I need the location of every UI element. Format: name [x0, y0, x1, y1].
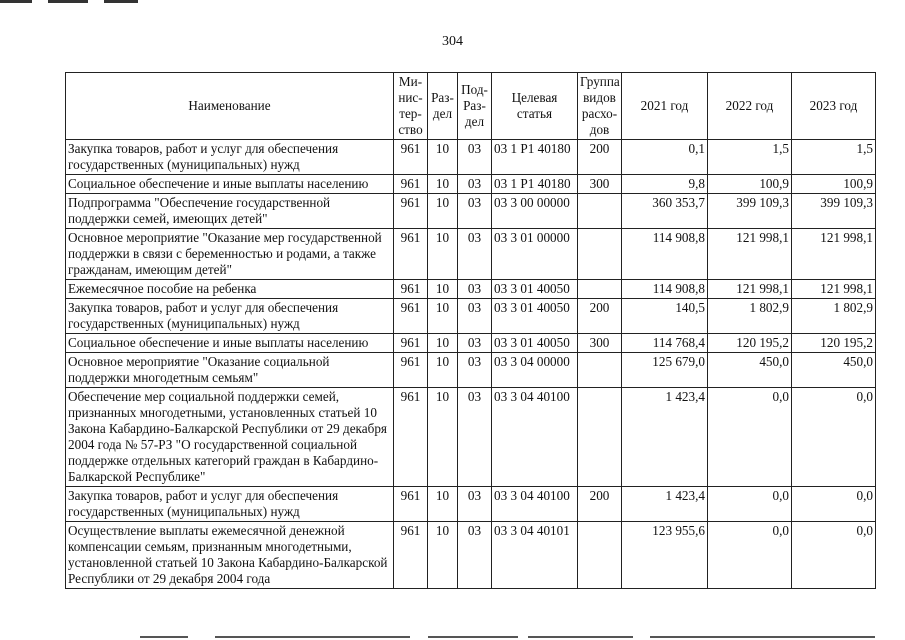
header-name: Наименование [66, 73, 394, 140]
cell-section: 10 [428, 280, 458, 299]
cell-2021: 9,8 [622, 175, 708, 194]
header-subsection: Под-Раз-дел [458, 73, 492, 140]
cell-subsection: 03 [458, 229, 492, 280]
cell-target-article: 03 3 01 40050 [492, 334, 578, 353]
header-section: Раз-дел [428, 73, 458, 140]
cell-subsection: 03 [458, 334, 492, 353]
cell-2023: 399 109,3 [792, 194, 876, 229]
table-row [66, 299, 876, 334]
cell-expense-group: 300 [578, 175, 622, 194]
scan-artifact-line [104, 0, 138, 3]
cell-name: Подпрограмма "Обеспечение государственной поддержки семей, имеющих детей" [66, 194, 394, 229]
cell-expense-group [578, 229, 622, 280]
cell-subsection: 03 [458, 299, 492, 334]
cell-2023: 1 802,9 [792, 299, 876, 334]
cell-section: 10 [428, 388, 458, 487]
cell-subsection: 03 [458, 353, 492, 388]
cell-2023: 121 998,1 [792, 280, 876, 299]
cell-2023: 121 998,1 [792, 229, 876, 280]
cell-expense-group: 300 [578, 334, 622, 353]
cell-name: Основное мероприятие "Оказание социальной поддержки многодетным семьям" [66, 353, 394, 388]
cell-subsection: 03 [458, 175, 492, 194]
cell-name: Основное мероприятие "Оказание мер государственной поддержки в связи с беременностью и родами, а также гражданам, имеющим детей" [66, 229, 394, 280]
cell-2022: 399 109,3 [708, 194, 792, 229]
header-expense-group: Группа видов расхо-дов [578, 73, 622, 140]
cell-2021: 1 423,4 [622, 388, 708, 487]
scan-artifact-line [140, 636, 188, 638]
cell-target-article: 03 3 00 00000 [492, 194, 578, 229]
cell-target-article: 03 3 01 40050 [492, 280, 578, 299]
cell-section: 10 [428, 487, 458, 522]
cell-2022: 450,0 [708, 353, 792, 388]
cell-subsection: 03 [458, 522, 492, 589]
cell-subsection: 03 [458, 388, 492, 487]
cell-expense-group: 200 [578, 140, 622, 175]
cell-2021: 0,1 [622, 140, 708, 175]
cell-ministry: 961 [394, 299, 428, 334]
cell-expense-group [578, 194, 622, 229]
cell-2022: 120 195,2 [708, 334, 792, 353]
cell-target-article: 03 3 04 40100 [492, 388, 578, 487]
cell-expense-group [578, 280, 622, 299]
cell-subsection: 03 [458, 280, 492, 299]
cell-2023: 0,0 [792, 487, 876, 522]
scan-artifact-line [428, 636, 518, 638]
cell-2023: 0,0 [792, 388, 876, 487]
table-row [66, 388, 876, 487]
cell-expense-group: 200 [578, 299, 622, 334]
cell-2021: 123 955,6 [622, 522, 708, 589]
table-row [66, 353, 876, 388]
header-2022: 2022 год [708, 73, 792, 140]
cell-2023: 1,5 [792, 140, 876, 175]
table-row [66, 280, 876, 299]
cell-ministry: 961 [394, 175, 428, 194]
cell-2021: 114 908,8 [622, 229, 708, 280]
cell-expense-group: 200 [578, 487, 622, 522]
scan-artifact-line [0, 0, 32, 3]
cell-ministry: 961 [394, 353, 428, 388]
cell-section: 10 [428, 140, 458, 175]
cell-target-article: 03 3 04 40100 [492, 487, 578, 522]
table-row [66, 229, 876, 280]
cell-ministry: 961 [394, 280, 428, 299]
cell-name: Закупка товаров, работ и услуг для обеспечения государственных (муниципальных) нужд [66, 299, 394, 334]
cell-2023: 0,0 [792, 522, 876, 589]
cell-2021: 114 908,8 [622, 280, 708, 299]
page-number: 304 [442, 34, 463, 49]
cell-subsection: 03 [458, 140, 492, 175]
cell-target-article: 03 1 P1 40180 [492, 140, 578, 175]
header-ministry: Ми-нис-тер-ство [394, 73, 428, 140]
header-target-article: Целевая статья [492, 73, 578, 140]
cell-section: 10 [428, 299, 458, 334]
scan-artifact-line [215, 636, 410, 638]
cell-target-article: 03 3 01 00000 [492, 229, 578, 280]
cell-section: 10 [428, 334, 458, 353]
cell-name: Ежемесячное пособие на ребенка [66, 280, 394, 299]
cell-ministry: 961 [394, 522, 428, 589]
table-row [66, 140, 876, 175]
cell-ministry: 961 [394, 140, 428, 175]
cell-target-article: 03 3 04 00000 [492, 353, 578, 388]
cell-section: 10 [428, 522, 458, 589]
header-2021: 2021 год [622, 73, 708, 140]
table-header-row [66, 73, 876, 140]
scan-artifact-line [528, 636, 633, 638]
cell-name: Закупка товаров, работ и услуг для обеспечения государственных (муниципальных) нужд [66, 487, 394, 522]
cell-name: Осуществление выплаты ежемесячной денежной компенсации семьям, признанным многодетными, установленной статьей 10 Закона Кабардино-Балкарской Республики от 29 декабря 2004 года [66, 522, 394, 589]
cell-2021: 360 353,7 [622, 194, 708, 229]
budget-table [65, 72, 876, 589]
cell-2022: 0,0 [708, 487, 792, 522]
table-row [66, 175, 876, 194]
cell-name: Обеспечение мер социальной поддержки семей, признанных многодетными, установленных статьей 10 Закона Кабардино-Балкарской Республики от 29 декабря 2004 года № 57-РЗ "О государственной социальной поддержке отдельных категорий граждан в Кабардино-Балкарской Республике" [66, 388, 394, 487]
cell-2022: 100,9 [708, 175, 792, 194]
table-row [66, 334, 876, 353]
scan-artifact-line [650, 636, 875, 638]
cell-2021: 1 423,4 [622, 487, 708, 522]
cell-section: 10 [428, 175, 458, 194]
cell-expense-group [578, 522, 622, 589]
cell-expense-group [578, 353, 622, 388]
table-row [66, 487, 876, 522]
cell-target-article: 03 3 01 40050 [492, 299, 578, 334]
cell-section: 10 [428, 229, 458, 280]
cell-subsection: 03 [458, 194, 492, 229]
cell-2023: 120 195,2 [792, 334, 876, 353]
cell-ministry: 961 [394, 334, 428, 353]
cell-2023: 450,0 [792, 353, 876, 388]
cell-ministry: 961 [394, 487, 428, 522]
cell-2021: 114 768,4 [622, 334, 708, 353]
cell-2022: 121 998,1 [708, 229, 792, 280]
cell-2022: 1,5 [708, 140, 792, 175]
cell-name: Социальное обеспечение и иные выплаты населению [66, 175, 394, 194]
cell-expense-group [578, 388, 622, 487]
cell-2021: 140,5 [622, 299, 708, 334]
cell-2022: 0,0 [708, 388, 792, 487]
table-row [66, 522, 876, 589]
cell-ministry: 961 [394, 229, 428, 280]
cell-name: Закупка товаров, работ и услуг для обеспечения государственных (муниципальных) нужд [66, 140, 394, 175]
cell-2021: 125 679,0 [622, 353, 708, 388]
cell-ministry: 961 [394, 194, 428, 229]
cell-target-article: 03 1 P1 40180 [492, 175, 578, 194]
cell-section: 10 [428, 353, 458, 388]
scan-artifact-line [48, 0, 88, 3]
cell-2022: 121 998,1 [708, 280, 792, 299]
cell-section: 10 [428, 194, 458, 229]
cell-target-article: 03 3 04 40101 [492, 522, 578, 589]
cell-2023: 100,9 [792, 175, 876, 194]
cell-name: Социальное обеспечение и иные выплаты населению [66, 334, 394, 353]
cell-2022: 1 802,9 [708, 299, 792, 334]
cell-subsection: 03 [458, 487, 492, 522]
header-2023: 2023 год [792, 73, 876, 140]
cell-2022: 0,0 [708, 522, 792, 589]
cell-ministry: 961 [394, 388, 428, 487]
table-row [66, 194, 876, 229]
